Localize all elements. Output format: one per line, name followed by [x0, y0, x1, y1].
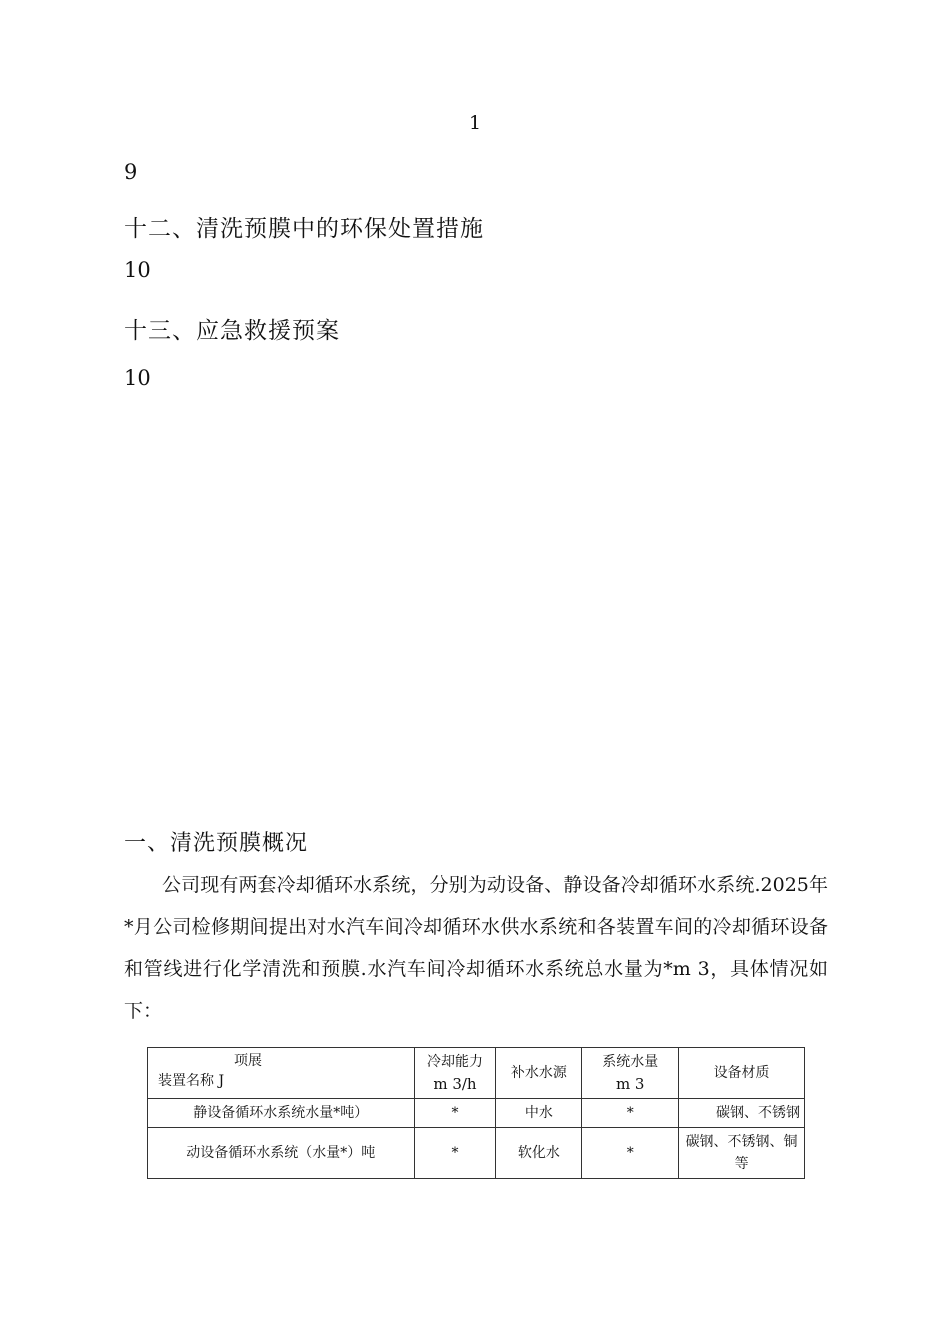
header-cooling-capacity-unit: m 3/h	[433, 1075, 477, 1093]
row-material: 碳钢、不锈钢、铜等	[679, 1128, 805, 1179]
header-cooling-capacity	[414, 1048, 496, 1099]
row-volume: *	[582, 1099, 679, 1128]
header-cooling-capacity-label: 冷却能力	[426, 1054, 483, 1070]
row-name: 动设备循环水系统（水量*）吨	[148, 1128, 415, 1179]
page-number: 1	[469, 112, 482, 134]
header-item-label: 项展	[234, 1053, 262, 1069]
row-source: 中水	[496, 1099, 582, 1128]
system-info-table	[147, 1047, 805, 1179]
header-material: 设备材质	[679, 1048, 805, 1099]
section-title: 一、清洗预膜概况	[124, 831, 309, 856]
header-system-volume-label: 系统水量	[602, 1054, 659, 1070]
table-row	[148, 1099, 805, 1128]
toc-heading[interactable]: 十三、应急救援预案	[124, 318, 340, 344]
header-makeup-source: 补水水源	[496, 1048, 582, 1099]
header-system-volume-unit: m 3	[615, 1075, 645, 1093]
header-system-volume	[582, 1048, 679, 1099]
header-device-name-label: 装置名称 J	[158, 1073, 225, 1089]
table-header-row	[148, 1048, 805, 1099]
row-material: 碳钢、不锈钢	[679, 1099, 805, 1128]
toc-page-number: 10	[124, 366, 151, 390]
toc-page-number: 9	[124, 160, 138, 184]
row-name: 静设备循环水系统水量*吨）	[148, 1099, 415, 1128]
section-paragraph: 公司现有两套冷却循环水系统，分别为动设备、静设备冷却循环水系统.2025年*月公司检修期间提出对水汽车间冷却循环水供水系统和各装置车间的冷却循环设备和管线进行化学清洗和预膜.水汽车间冷却循环水系统总水量为*m 3，具体情况如下：	[124, 874, 828, 1022]
toc-page-number: 10	[124, 258, 151, 282]
row-volume: *	[582, 1128, 679, 1179]
row-capacity: *	[414, 1099, 496, 1128]
header-diagonal-cell	[148, 1048, 415, 1099]
table-row	[148, 1128, 805, 1179]
row-source: 软化水	[496, 1128, 582, 1179]
row-capacity: *	[414, 1128, 496, 1179]
toc-heading[interactable]: 十二、清洗预膜中的环保处置措施	[124, 216, 484, 242]
